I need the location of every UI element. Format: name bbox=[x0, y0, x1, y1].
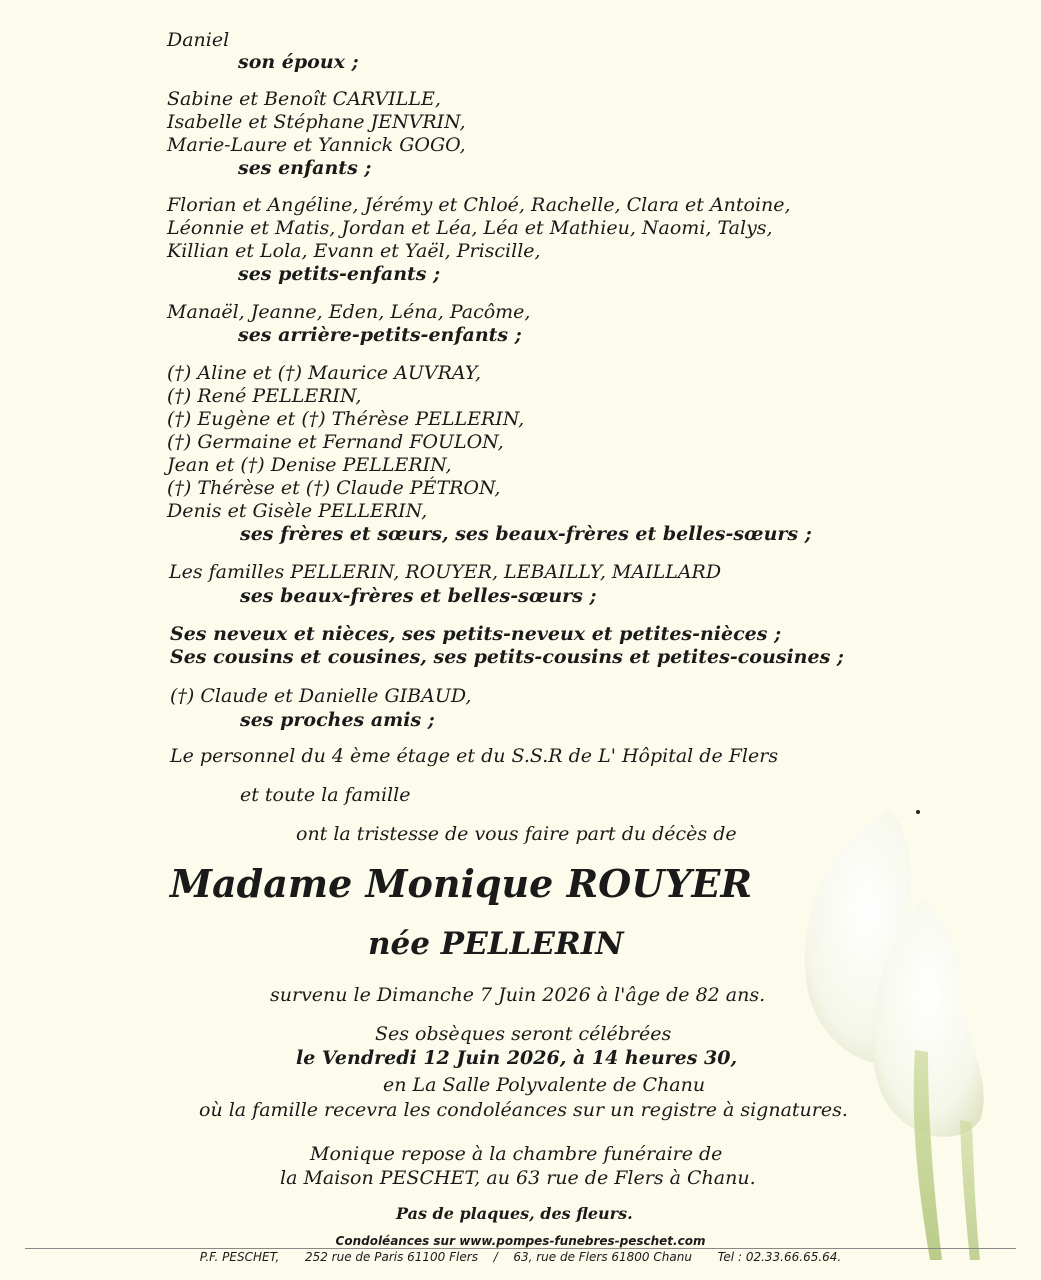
calla-lily-image bbox=[770, 800, 1020, 1260]
address-chanu: 63, rue de Flers 61800 Chanu bbox=[513, 1250, 692, 1264]
rest-line: Monique repose à la chambre funéraire de bbox=[310, 1143, 723, 1165]
rest-line: la Maison PESCHET, au 63 rue de Flers à Chanu. bbox=[280, 1167, 756, 1189]
family-line: Manaël, Jeanne, Eden, Léna, Pacôme, bbox=[167, 301, 531, 323]
funeral-line: où la famille recevra les condoléances sur un registre à signatures. bbox=[199, 1099, 848, 1121]
family-line: (†) Germaine et Fernand FOULON, bbox=[167, 431, 504, 453]
death-info: survenu le Dimanche 7 Juin 2026 à l'âge de 82 ans. bbox=[270, 984, 766, 1006]
footer-divider bbox=[25, 1248, 1016, 1249]
relation-heading: ses arrière-petits-enfants ; bbox=[238, 324, 522, 346]
family-line: Florian et Angéline, Jérémy et Chloé, Rachelle, Clara et Antoine, bbox=[167, 194, 791, 216]
family-line: Daniel bbox=[167, 29, 230, 51]
family-line: Marie-Laure et Yannick GOGO, bbox=[167, 134, 466, 156]
company-name: P.F. PESCHET, bbox=[199, 1250, 280, 1264]
family-line: Léonnie et Matis, Jordan et Léa, Léa et Mathieu, Naomi, Talys, bbox=[167, 217, 773, 239]
family-line: Denis et Gisèle PELLERIN, bbox=[167, 500, 428, 522]
relation-heading: ses beaux-frères et belles-sœurs ; bbox=[240, 585, 597, 607]
no-flowers: Pas de plaques, des fleurs. bbox=[396, 1204, 633, 1223]
family-line: (†) Eugène et (†) Thérèse PELLERIN, bbox=[167, 408, 525, 430]
relation-heading: son époux ; bbox=[238, 51, 359, 73]
condolences-website[interactable]: Condoléances sur www.pompes-funebres-peschet.com bbox=[335, 1234, 706, 1248]
family-line: Killian et Lola, Evann et Yaël, Priscille, bbox=[167, 240, 541, 262]
relation-heading: ses enfants ; bbox=[238, 157, 372, 179]
announcement: ont la tristesse de vous faire part du décès de bbox=[296, 823, 737, 845]
funeral-date: le Vendredi 12 Juin 2026, à 14 heures 30, bbox=[296, 1047, 738, 1069]
deceased-name: Madame Monique ROUYER bbox=[170, 861, 753, 906]
family-line: Isabelle et Stéphane JENVRIN, bbox=[167, 111, 466, 133]
funeral-line: Ses obsèques seront célébrées bbox=[375, 1023, 672, 1045]
funeral-line: en La Salle Polyvalente de Chanu bbox=[383, 1074, 706, 1096]
relation-heading: Ses cousins et cousines, ses petits-cousins et petites-cousines ; bbox=[170, 646, 844, 668]
phone-number: Tel : 02.33.66.65.64. bbox=[717, 1250, 842, 1264]
family-line: (†) Thérèse et (†) Claude PÉTRON, bbox=[167, 477, 501, 499]
address-flers: 252 rue de Paris 61100 Flers bbox=[304, 1250, 478, 1264]
relation-heading: ses frères et sœurs, ses beaux-frères et belles-sœurs ; bbox=[240, 523, 812, 545]
footer-address bbox=[0, 1250, 1041, 1264]
family-line: et toute la famille bbox=[240, 784, 411, 806]
family-line: (†) Aline et (†) Maurice AUVRAY, bbox=[167, 362, 481, 384]
relation-heading: ses petits-enfants ; bbox=[238, 263, 441, 285]
family-line: Jean et (†) Denise PELLERIN, bbox=[167, 454, 452, 476]
maiden-name: née PELLERIN bbox=[368, 926, 624, 962]
address-separator: / bbox=[493, 1250, 498, 1264]
relation-heading: ses proches amis ; bbox=[240, 709, 435, 731]
relation-heading: Ses neveux et nièces, ses petits-neveux et petites-nièces ; bbox=[170, 623, 782, 645]
family-line: (†) René PELLERIN, bbox=[167, 385, 362, 407]
family-line: Les familles PELLERIN, ROUYER, LEBAILLY, MAILLARD bbox=[169, 561, 722, 583]
family-line: (†) Claude et Danielle GIBAUD, bbox=[170, 685, 472, 707]
family-line: Sabine et Benoît CARVILLE, bbox=[167, 88, 441, 110]
family-line: Le personnel du 4 ème étage et du S.S.R de L' Hôpital de Flers bbox=[170, 745, 779, 767]
